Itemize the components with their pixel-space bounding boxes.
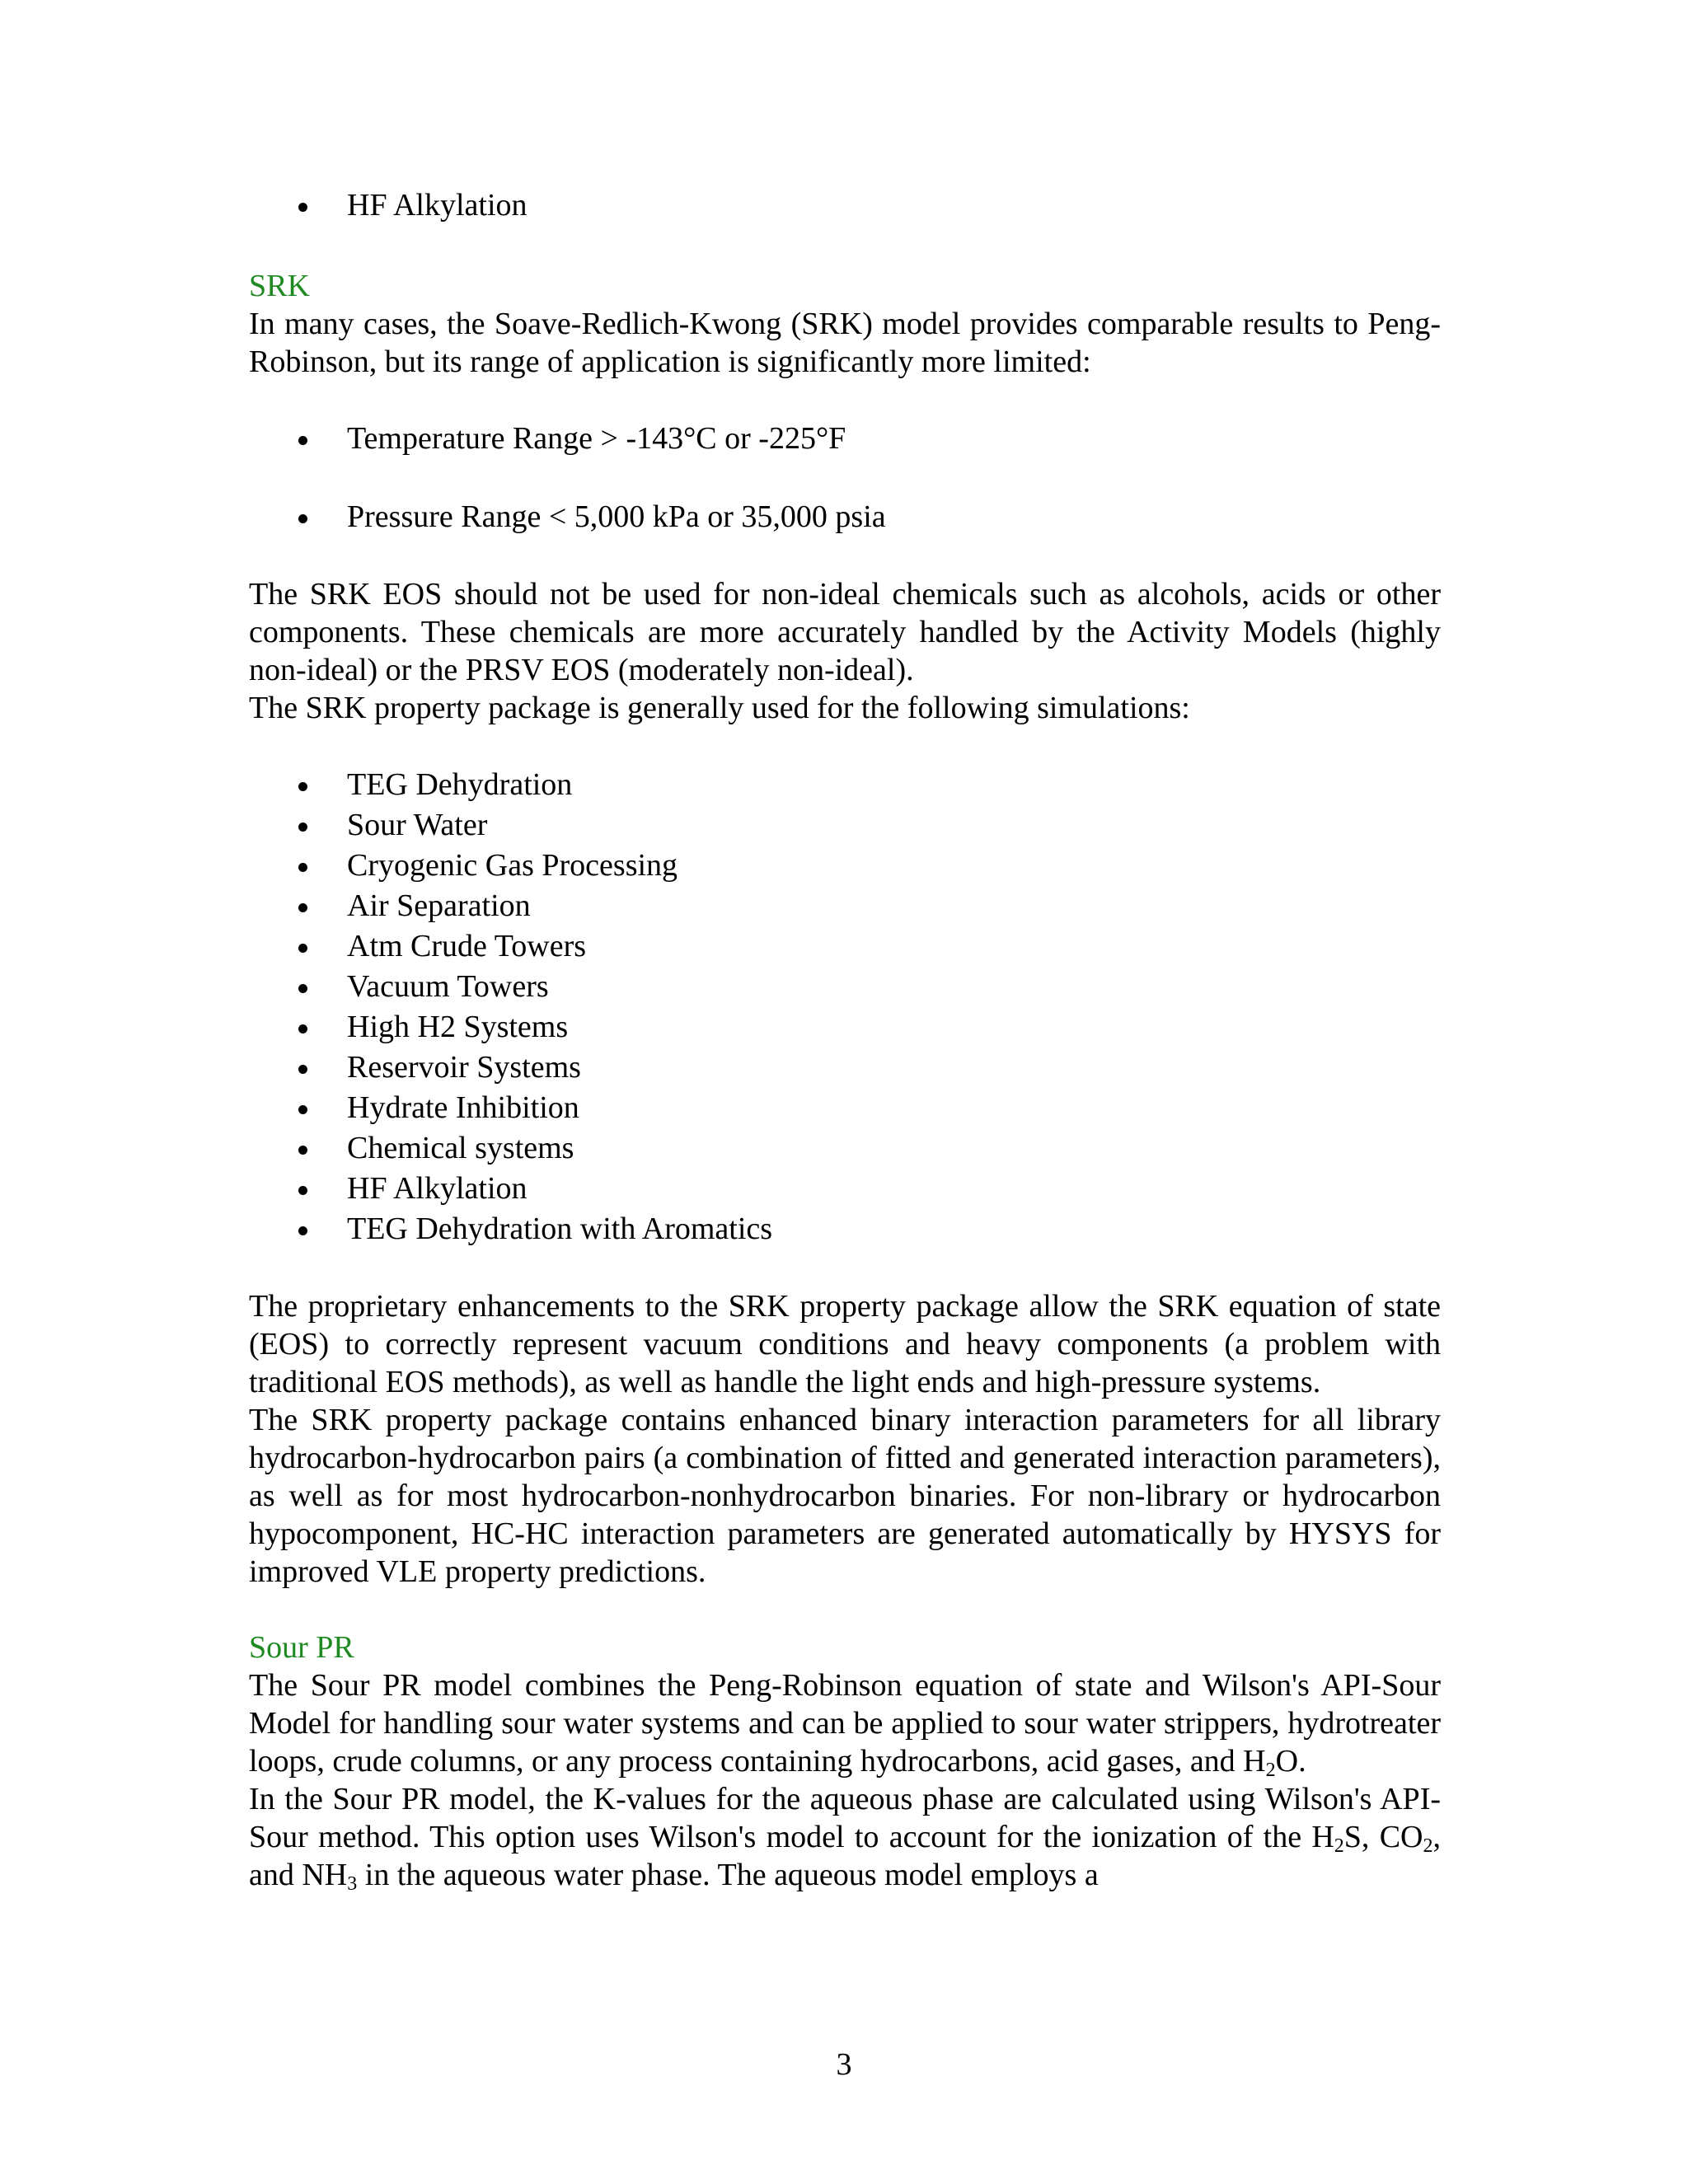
page-number: 3 [836,2047,852,2082]
srk-range-list [249,419,1441,537]
list-item: TEG Dehydration [249,765,1441,805]
sour-pr-paragraph-2 [249,1780,1441,1894]
srk-simulation-list [249,765,1441,1249]
sour-pr-heading: Sour PR [249,1630,354,1665]
srk-limitation-paragraph: The SRK EOS should not be used for non-ideal chemicals such as alcohols, acids or other components. These chemicals are more accurately handled by the Activity Models (highly non-ideal) or the PRSV EOS (moderately non-ideal). [249,577,1441,687]
srk-intro-paragraph: In many cases, the Soave-Redlich-Kwong (SRK) model provides comparable results to Peng-Robinson, but its range of application is significantly more limited: [249,307,1441,379]
srk-usage-intro: The SRK property package is generally used for the following simulations: [249,691,1190,725]
paragraph-text: in the aqueous water phase. The aqueous model employs a [357,1858,1099,1892]
list-item: TEG Dehydration with Aromatics [249,1209,1441,1249]
subscript: 2 [1265,1760,1276,1781]
srk-heading: SRK [249,269,310,303]
paragraph-text: O. [1275,1744,1306,1779]
list-item: Hydrate Inhibition [249,1088,1441,1128]
list-item: Cryogenic Gas Processing [249,846,1441,886]
srk-enhancements-paragraph: The proprietary enhancements to the SRK property package allow the SRK equation of state (EOS) to correctly represent vacuum conditions and heavy components (a problem with traditional EOS methods), as well as handle the light ends and high-pressure systems. [249,1289,1441,1399]
srk-binary-paragraph: The SRK property package contains enhanced binary interaction parameters for all library hydrocarbon-hydrocarbon pairs (a combination of fitted and generated interaction parameters), as well as for most hydrocarbon-nonhydrocarbon binaries. For non-library or hydrocarbon hypocomponent, HC-HC interaction parameters are generated automatically by HYSYS for improved VLE property predictions. [249,1403,1441,1589]
list-item: High H2 Systems [249,1007,1441,1047]
pressure-range-item: Pressure Range < 5,000 kPa or 35,000 psia [249,497,1441,537]
top-bullet-list [249,185,1441,226]
paragraph-text: S, CO [1343,1820,1423,1854]
list-item: HF Alkylation [249,185,1441,226]
document-page [249,185,1441,1894]
list-item: Reservoir Systems [249,1047,1441,1088]
sour-pr-paragraph-1 [249,1666,1441,1780]
list-item: Air Separation [249,886,1441,926]
subscript: 3 [347,1873,358,1895]
paragraph-text: The Sour PR model combines the Peng-Robinson equation of state and Wilson's API-Sour Model for handling sour water systems and can be applied to sour water strippers, hydrotreater loops, crude columns, or any process containing hydrocarbons, acid gases, and H [249,1668,1441,1779]
paragraph-text: , and NH [249,1820,1442,1892]
subscript: 2 [1423,1835,1433,1857]
paragraph-text: In the Sour PR model, the K-values for the aqueous phase are calculated using Wilson's API-Sour method. This option uses Wilson's model to account for the ionization of the H [249,1782,1441,1854]
list-item: HF Alkylation [249,1169,1441,1209]
subscript: 2 [1334,1835,1344,1857]
list-item: Sour Water [249,805,1441,846]
list-item: Chemical systems [249,1128,1441,1169]
temperature-range-item: Temperature Range > -143°C or -225°F [249,419,1441,459]
list-item: Atm Crude Towers [249,926,1441,967]
list-item: Vacuum Towers [249,967,1441,1007]
